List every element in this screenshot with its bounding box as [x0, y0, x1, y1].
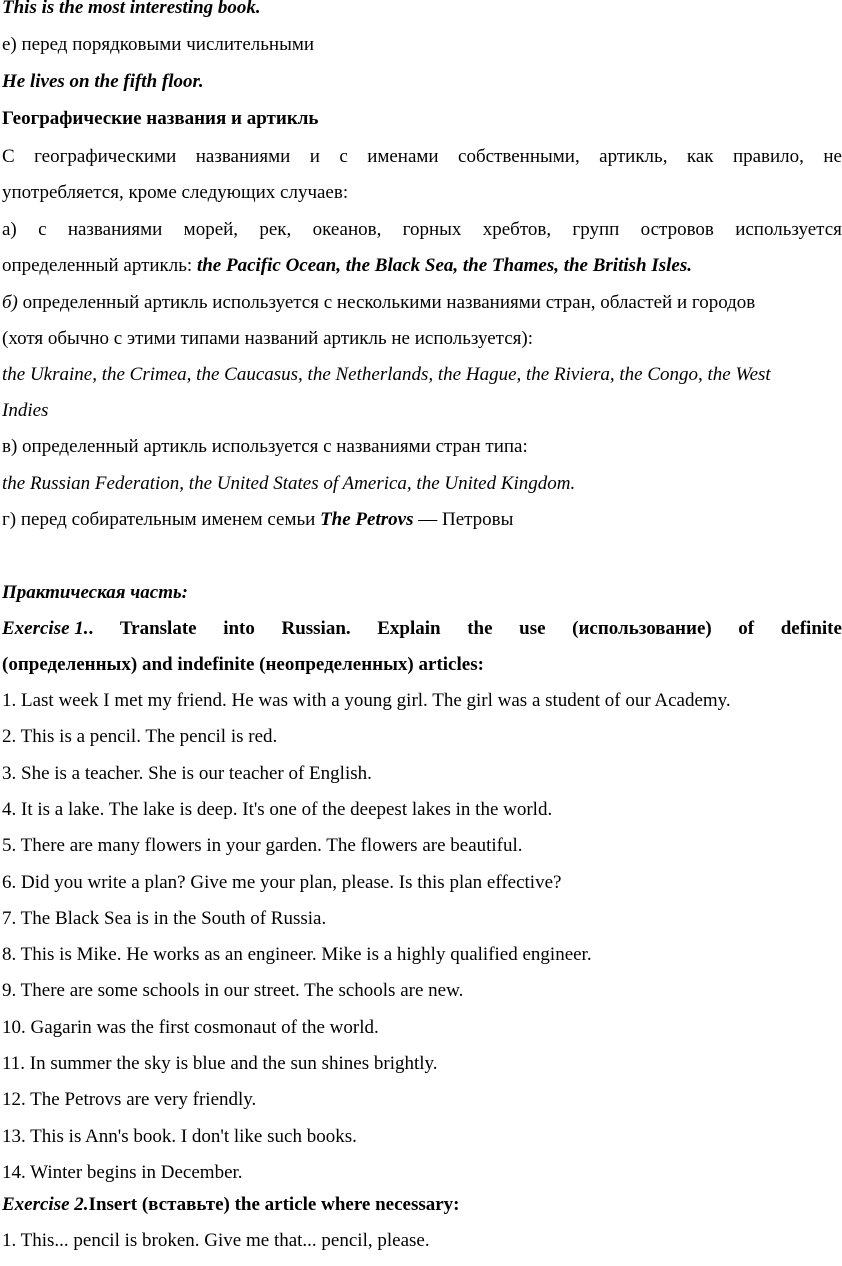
rule-b-examples-line2: Indies	[2, 400, 49, 421]
exercise-1-item: 9. There are some schools in our street. The schools are new.	[2, 980, 464, 1002]
rule-a-word: горных	[402, 219, 462, 240]
exercise-2-label: Exercise 2.	[2, 1194, 89, 1215]
rule-b-marker: б)	[2, 292, 18, 313]
paragraph-geo-intro-line1	[2, 146, 842, 168]
rule-b-line1	[2, 292, 755, 314]
geo-intro-word: как	[686, 146, 714, 167]
exercise-1-item: 1. Last week I met my friend. He was with a young girl. The girl was a student of our Academy.	[2, 690, 731, 711]
exercise-1-item: 4. It is a lake. The lake is deep. It's one of the deepest lakes in the world.	[2, 798, 553, 820]
section-heading-geographic-names: Географические названия и артикль	[2, 108, 319, 129]
geo-intro-word: названиями	[195, 146, 291, 167]
rule-a-text: определенный артикль:	[2, 255, 197, 276]
rule-b-text: определенный артикль используется с несколькими названиями стран, областей и городов	[17, 292, 756, 313]
rule-c-text: в) определенный артикль используется с названиями стран типа:	[2, 436, 528, 457]
exercise-1-instruction-word: Explain	[377, 618, 441, 639]
rule-a-word: а)	[2, 219, 17, 240]
exercise-1-title-line1	[2, 618, 842, 640]
geo-intro-word: и	[309, 146, 320, 167]
geo-intro-word: собственными,	[458, 146, 580, 167]
rule-d-line	[2, 509, 513, 531]
exercise-1-item: 6. Did you write a plan? Give me your plan, please. Is this plan effective?	[2, 871, 562, 893]
example-sentence-book: This is the most interesting book.	[2, 0, 261, 18]
exercise-1-item: 11. In summer the sky is blue and the sun shines brightly.	[2, 1053, 438, 1074]
rule-a-word: хребтов,	[482, 219, 552, 240]
exercise-1-instruction	[89, 618, 842, 640]
rule-a-word: рек,	[259, 219, 292, 240]
exercise-1-item: 10. Gagarin was the first cosmonaut of the world.	[2, 1016, 379, 1038]
rule-a-word: групп	[572, 219, 620, 240]
exercise-2-instruction: Insert (вставьте) the article where necessary:	[88, 1194, 460, 1215]
geo-intro-word: географическими	[34, 146, 177, 167]
exercise-1-instruction-word: (использование)	[572, 618, 712, 639]
rule-a-word: островов	[640, 219, 714, 240]
exercise-1-instruction-word: definite	[780, 618, 842, 639]
exercise-1-item: 7. The Black Sea is in the South of Russia.	[2, 907, 327, 929]
rule-a-word: морей,	[183, 219, 239, 240]
exercise-1-title-line2: (определенных) and indefinite (неопределенных) articles:	[2, 654, 484, 675]
rule-a-word: с	[38, 219, 47, 240]
exercise-1-instruction-word: Translate	[119, 618, 197, 639]
example-sentence-floor: He lives on the fifth floor.	[2, 71, 204, 92]
rule-d-text: г) перед собирательным именем семьи	[2, 509, 321, 530]
geo-intro-word: именами	[367, 146, 439, 167]
exercise-1-instruction-word: .	[88, 618, 94, 639]
exercise-1-label: Exercise 1.	[2, 618, 89, 639]
exercise-1-item: 14. Winter begins in December.	[2, 1161, 243, 1183]
geo-intro-word: С	[2, 146, 15, 167]
rule-b-examples-line1: the Ukraine, the Crimea, the Caucasus, the Netherlands, the Hague, the Riviera, the Congo, the West	[2, 364, 771, 385]
rule-a-examples: the Pacific Ocean, the Black Sea, the Thames, the British Isles.	[196, 255, 693, 276]
exercise-1-instruction-word: the	[467, 618, 493, 639]
rule-d-translation: — Петровы	[413, 509, 514, 530]
exercise-1-instruction-word: of	[738, 618, 755, 639]
rule-a-word: океанов,	[312, 219, 382, 240]
exercise-1-item: 2. This is a pencil. The pencil is red.	[2, 726, 278, 748]
exercise-1-instruction-word: Russian.	[281, 618, 351, 639]
rule-a-line1	[2, 219, 842, 241]
rule-c-examples: the Russian Federation, the United States of America, the United Kingdom.	[2, 473, 576, 494]
rule-d-example: The Petrovs	[320, 509, 414, 530]
rule-a-line2	[2, 255, 692, 277]
geo-intro-word: не	[823, 146, 842, 167]
exercise-2-title	[2, 1194, 460, 1216]
exercise-1-item: 12. The Petrovs are very friendly.	[2, 1089, 257, 1111]
exercise-1-item: 5. There are many flowers in your garden. The flowers are beautiful.	[2, 835, 523, 857]
exercise-1-item: 3. She is a teacher. She is our teacher of English.	[2, 762, 372, 784]
paragraph-geo-intro-line2: употребляется, кроме следующих случаев:	[2, 182, 349, 203]
practice-heading: Практическая часть:	[2, 582, 188, 603]
exercise-2-item-1: 1. This... pencil is broken. Give me that... pencil, please.	[2, 1230, 430, 1251]
rule-ordinal-numbers: е) перед порядковыми числительными	[2, 34, 315, 55]
rule-b-line2: (хотя обычно с этими типами названий артикль не используется):	[2, 328, 533, 349]
rule-a-word: используется	[735, 219, 842, 240]
exercise-1-instruction-word: into	[223, 618, 255, 639]
exercise-1-item: 13. This is Ann's book. I don't like such books.	[2, 1125, 357, 1147]
geo-intro-word: артикль,	[599, 146, 668, 167]
exercise-1-instruction-word: use	[519, 618, 546, 639]
geo-intro-word: правило,	[732, 146, 804, 167]
exercise-1-item: 8. This is Mike. He works as an engineer. Mike is a highly qualified engineer.	[2, 944, 592, 966]
rule-a-word: названиями	[67, 219, 163, 240]
geo-intro-word: с	[339, 146, 348, 167]
